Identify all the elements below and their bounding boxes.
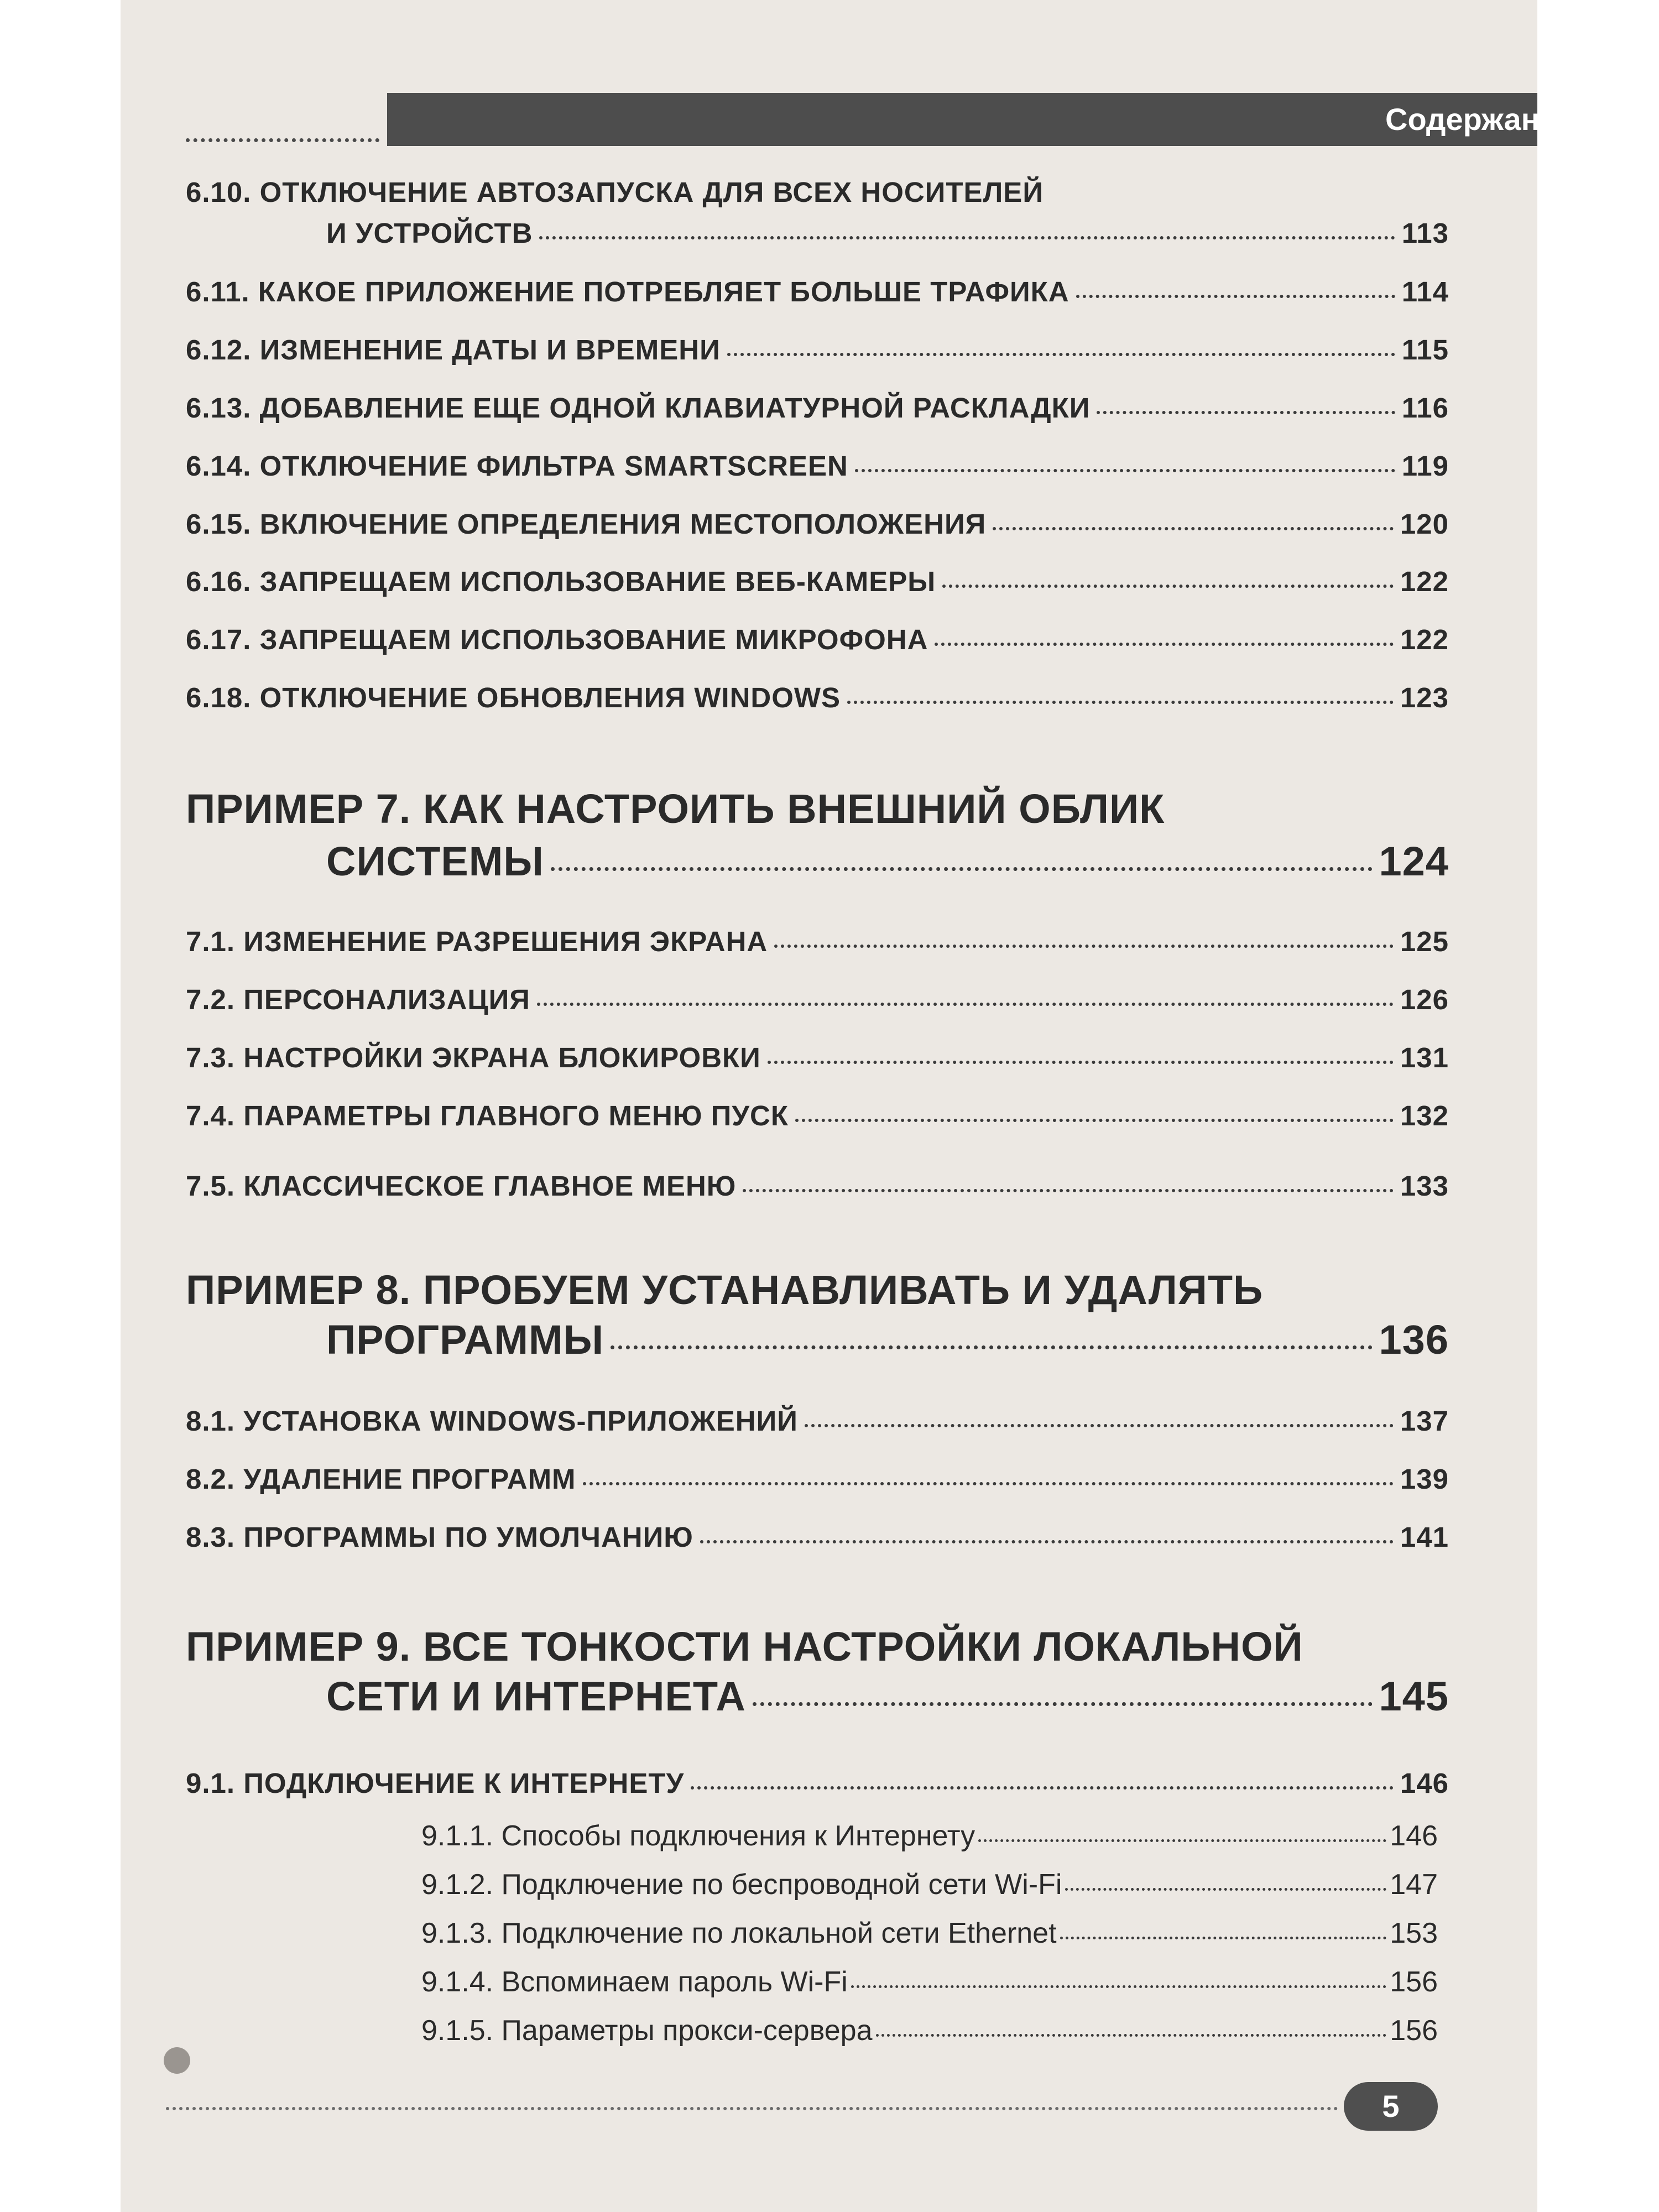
toc-page-number: 141 [1400,1521,1449,1553]
toc-page-number: 115 [1401,334,1449,366]
toc-entry-7-2 [186,983,1449,1016]
running-header-title: Содержание [1385,102,1576,137]
dot-leader [727,353,1395,356]
toc-page-number: 153 [1390,1917,1438,1949]
toc-chapter-9-line2 [326,1673,1449,1720]
dot-leader [855,469,1395,472]
toc-entry-6-15 [186,508,1449,540]
toc-entry-8-3 [186,1521,1449,1553]
toc-chapter-9-line1 [186,1623,1449,1670]
toc-entry-title: 7.3. НАСТРОЙКИ ЭКРАНА БЛОКИРОВКИ [186,1042,761,1073]
dot-leader [993,527,1394,530]
toc-page-number: 125 [1400,926,1449,957]
toc-chapter-7-line2 [326,838,1449,885]
toc-chapter-title: СИСТЕМЫ [326,838,544,884]
toc-page-number: 137 [1400,1405,1449,1437]
dot-leader [611,1345,1372,1349]
toc-page-number: 139 [1400,1463,1449,1495]
toc-page-number: 145 [1379,1673,1449,1719]
toc-entry-title: 9.1.3. Подключение по локальной сети Ethernet [421,1917,1057,1949]
toc-entry-title: 8.1. УСТАНОВКА WINDOWS-ПРИЛОЖЕНИЙ [186,1405,798,1437]
dot-leader [551,867,1373,871]
toc-entry-7-5 [186,1170,1449,1202]
toc-subentry-9-1-2 [421,1868,1438,1901]
decorative-bullet-icon [164,2047,190,2074]
toc-subentry-9-1-4 [421,1965,1438,1999]
footer-dotted-rule [166,2107,1338,2110]
toc-page-number: 122 [1400,624,1449,655]
toc-entry-title: 9.1.1. Способы подключения к Интернету [421,1820,975,1852]
toc-entry-title: 6.12. ИЗМЕНЕНИЕ ДАТЫ И ВРЕМЕНИ [186,334,721,366]
toc-page-number: 119 [1401,450,1449,482]
dot-leader [805,1424,1394,1427]
toc-page-number: 131 [1400,1042,1449,1073]
toc-chapter-8-line1 [186,1266,1449,1313]
toc-entry-title: 7.2. ПЕРСОНАЛИЗАЦИЯ [186,984,530,1015]
dot-leader [1060,1937,1387,1939]
dot-leader [1076,295,1395,298]
dot-leader [753,1702,1373,1706]
toc-entry-7-4 [186,1099,1449,1132]
toc-page-number: 114 [1401,276,1449,307]
dot-leader [537,1003,1394,1006]
toc-page-number: 156 [1390,2015,1438,2047]
toc-chapter-title: ПРОГРАММЫ [326,1317,604,1363]
toc-entry-title: 6.15. ВКЛЮЧЕНИЕ ОПРЕДЕЛЕНИЯ МЕСТОПОЛОЖЕНИЯ [186,508,987,540]
toc-entry-title: 6.14. ОТКЛЮЧЕНИЕ ФИЛЬТРА SMARTSCREEN [186,450,848,482]
toc-page-number: 136 [1379,1317,1449,1363]
dot-leader [942,585,1394,588]
dot-leader [851,1985,1386,1988]
dot-leader [795,1119,1394,1122]
toc-entry-6-13 [186,392,1449,424]
page-number-badge: 5 [1344,2082,1438,2131]
toc-subentry-9-1-5 [421,2014,1438,2047]
toc-entry-6-17 [186,623,1449,656]
toc-entry-7-1 [186,925,1449,958]
toc-page-number: 124 [1379,838,1449,884]
toc-entry-title: 6.10. ОТКЛЮЧЕНИЕ АВТОЗАПУСКА ДЛЯ ВСЕХ НОСИТЕЛЕЙ [186,176,1044,208]
toc-chapter-title: ПРИМЕР 8. ПРОБУЕМ УСТАНАВЛИВАТЬ И УДАЛЯТЬ [186,1267,1264,1313]
dot-leader [743,1189,1394,1192]
header-dotted-rule [186,138,379,142]
toc-page-number: 123 [1400,682,1449,713]
toc-entry-title: 7.4. ПАРАМЕТРЫ ГЛАВНОГО МЕНЮ ПУСК [186,1100,789,1131]
toc-entry-9-1 [186,1767,1449,1799]
toc-entry-6-10-line2 [326,217,1449,249]
toc-page-number: 133 [1400,1170,1449,1202]
toc-page-number: 126 [1400,984,1449,1015]
dot-leader [847,701,1394,704]
toc-entry-title: 6.17. ЗАПРЕЩАЕМ ИСПОЛЬЗОВАНИЕ МИКРОФОНА [186,624,928,655]
toc-page-number: 116 [1401,392,1449,424]
toc-chapter-8-line2 [326,1316,1449,1363]
dot-leader [691,1786,1394,1790]
dot-leader [935,643,1393,646]
dot-leader [1097,411,1395,414]
dot-leader [583,1482,1394,1485]
toc-entry-6-14 [186,450,1449,482]
dot-leader [539,236,1395,239]
toc-entry-8-2 [186,1463,1449,1495]
toc-entry-6-11 [186,275,1449,308]
toc-chapter-title: ПРИМЕР 7. КАК НАСТРОИТЬ ВНЕШНИЙ ОБЛИК [186,786,1165,832]
header-bar [387,93,1537,146]
toc-chapter-7-line1 [186,785,1449,832]
toc-entry-title: 9.1.5. Параметры прокси-сервера [421,2015,873,2047]
toc-page-number: 146 [1390,1820,1438,1852]
toc-chapter-title: СЕТИ И ИНТЕРНЕТА [326,1673,746,1719]
toc-entry-title: 9.1. ПОДКЛЮЧЕНИЕ К ИНТЕРНЕТУ [186,1767,685,1799]
toc-entry-8-1 [186,1405,1449,1437]
toc-subentry-9-1-3 [421,1917,1438,1950]
dot-leader [1065,1888,1386,1891]
dot-leader [700,1540,1394,1543]
toc-page-number: 156 [1390,1966,1438,1998]
toc-entry-6-12 [186,333,1449,366]
toc-page-number: 146 [1400,1767,1449,1799]
toc-entry-title: 9.1.4. Вспоминаем пароль Wi-Fi [421,1966,848,1998]
dot-leader [978,1839,1386,1842]
toc-entry-title: 8.2. УДАЛЕНИЕ ПРОГРАММ [186,1463,576,1495]
toc-entry-title: 8.3. ПРОГРАММЫ ПО УМОЛЧАНИЮ [186,1521,693,1553]
toc-entry-title: 6.16. ЗАПРЕЩАЕМ ИСПОЛЬЗОВАНИЕ ВЕБ-КАМЕРЫ [186,566,936,597]
toc-entry-7-3 [186,1041,1449,1074]
toc-entry-title: 6.18. ОТКЛЮЧЕНИЕ ОБНОВЛЕНИЯ WINDOWS [186,682,841,713]
toc-page-number: 147 [1390,1869,1438,1901]
toc-entry-title: 7.1. ИЗМЕНЕНИЕ РАЗРЕШЕНИЯ ЭКРАНА [186,926,768,957]
dot-leader [774,945,1394,948]
toc-entry-6-18 [186,681,1449,714]
toc-entry-title: 6.13. ДОБАВЛЕНИЕ ЕЩЕ ОДНОЙ КЛАВИАТУРНОЙ РАСКЛАДКИ [186,392,1091,424]
toc-entry-6-16 [186,565,1449,598]
toc-page-number: 113 [1401,217,1449,249]
toc-page-number: 120 [1400,508,1449,540]
toc-entry-6-10-line1 [186,176,1449,208]
toc-entry-title: И УСТРОЙСТВ [326,217,533,249]
toc-entry-title: 6.11. КАКОЕ ПРИЛОЖЕНИЕ ПОТРЕБЛЯЕТ БОЛЬШЕ ТРАФИКА [186,276,1070,307]
dot-leader [876,2034,1387,2037]
toc-page-number: 132 [1400,1100,1449,1131]
toc-subentry-9-1-1 [421,1819,1438,1853]
dot-leader [768,1061,1394,1064]
toc-chapter-title: ПРИМЕР 9. ВСЕ ТОНКОСТИ НАСТРОЙКИ ЛОКАЛЬНОЙ [186,1624,1303,1670]
toc-entry-title: 7.5. КЛАССИЧЕСКОЕ ГЛАВНОЕ МЕНЮ [186,1170,737,1202]
toc-page-number: 122 [1400,566,1449,597]
toc-entry-title: 9.1.2. Подключение по беспроводной сети Wi-Fi [421,1869,1062,1901]
